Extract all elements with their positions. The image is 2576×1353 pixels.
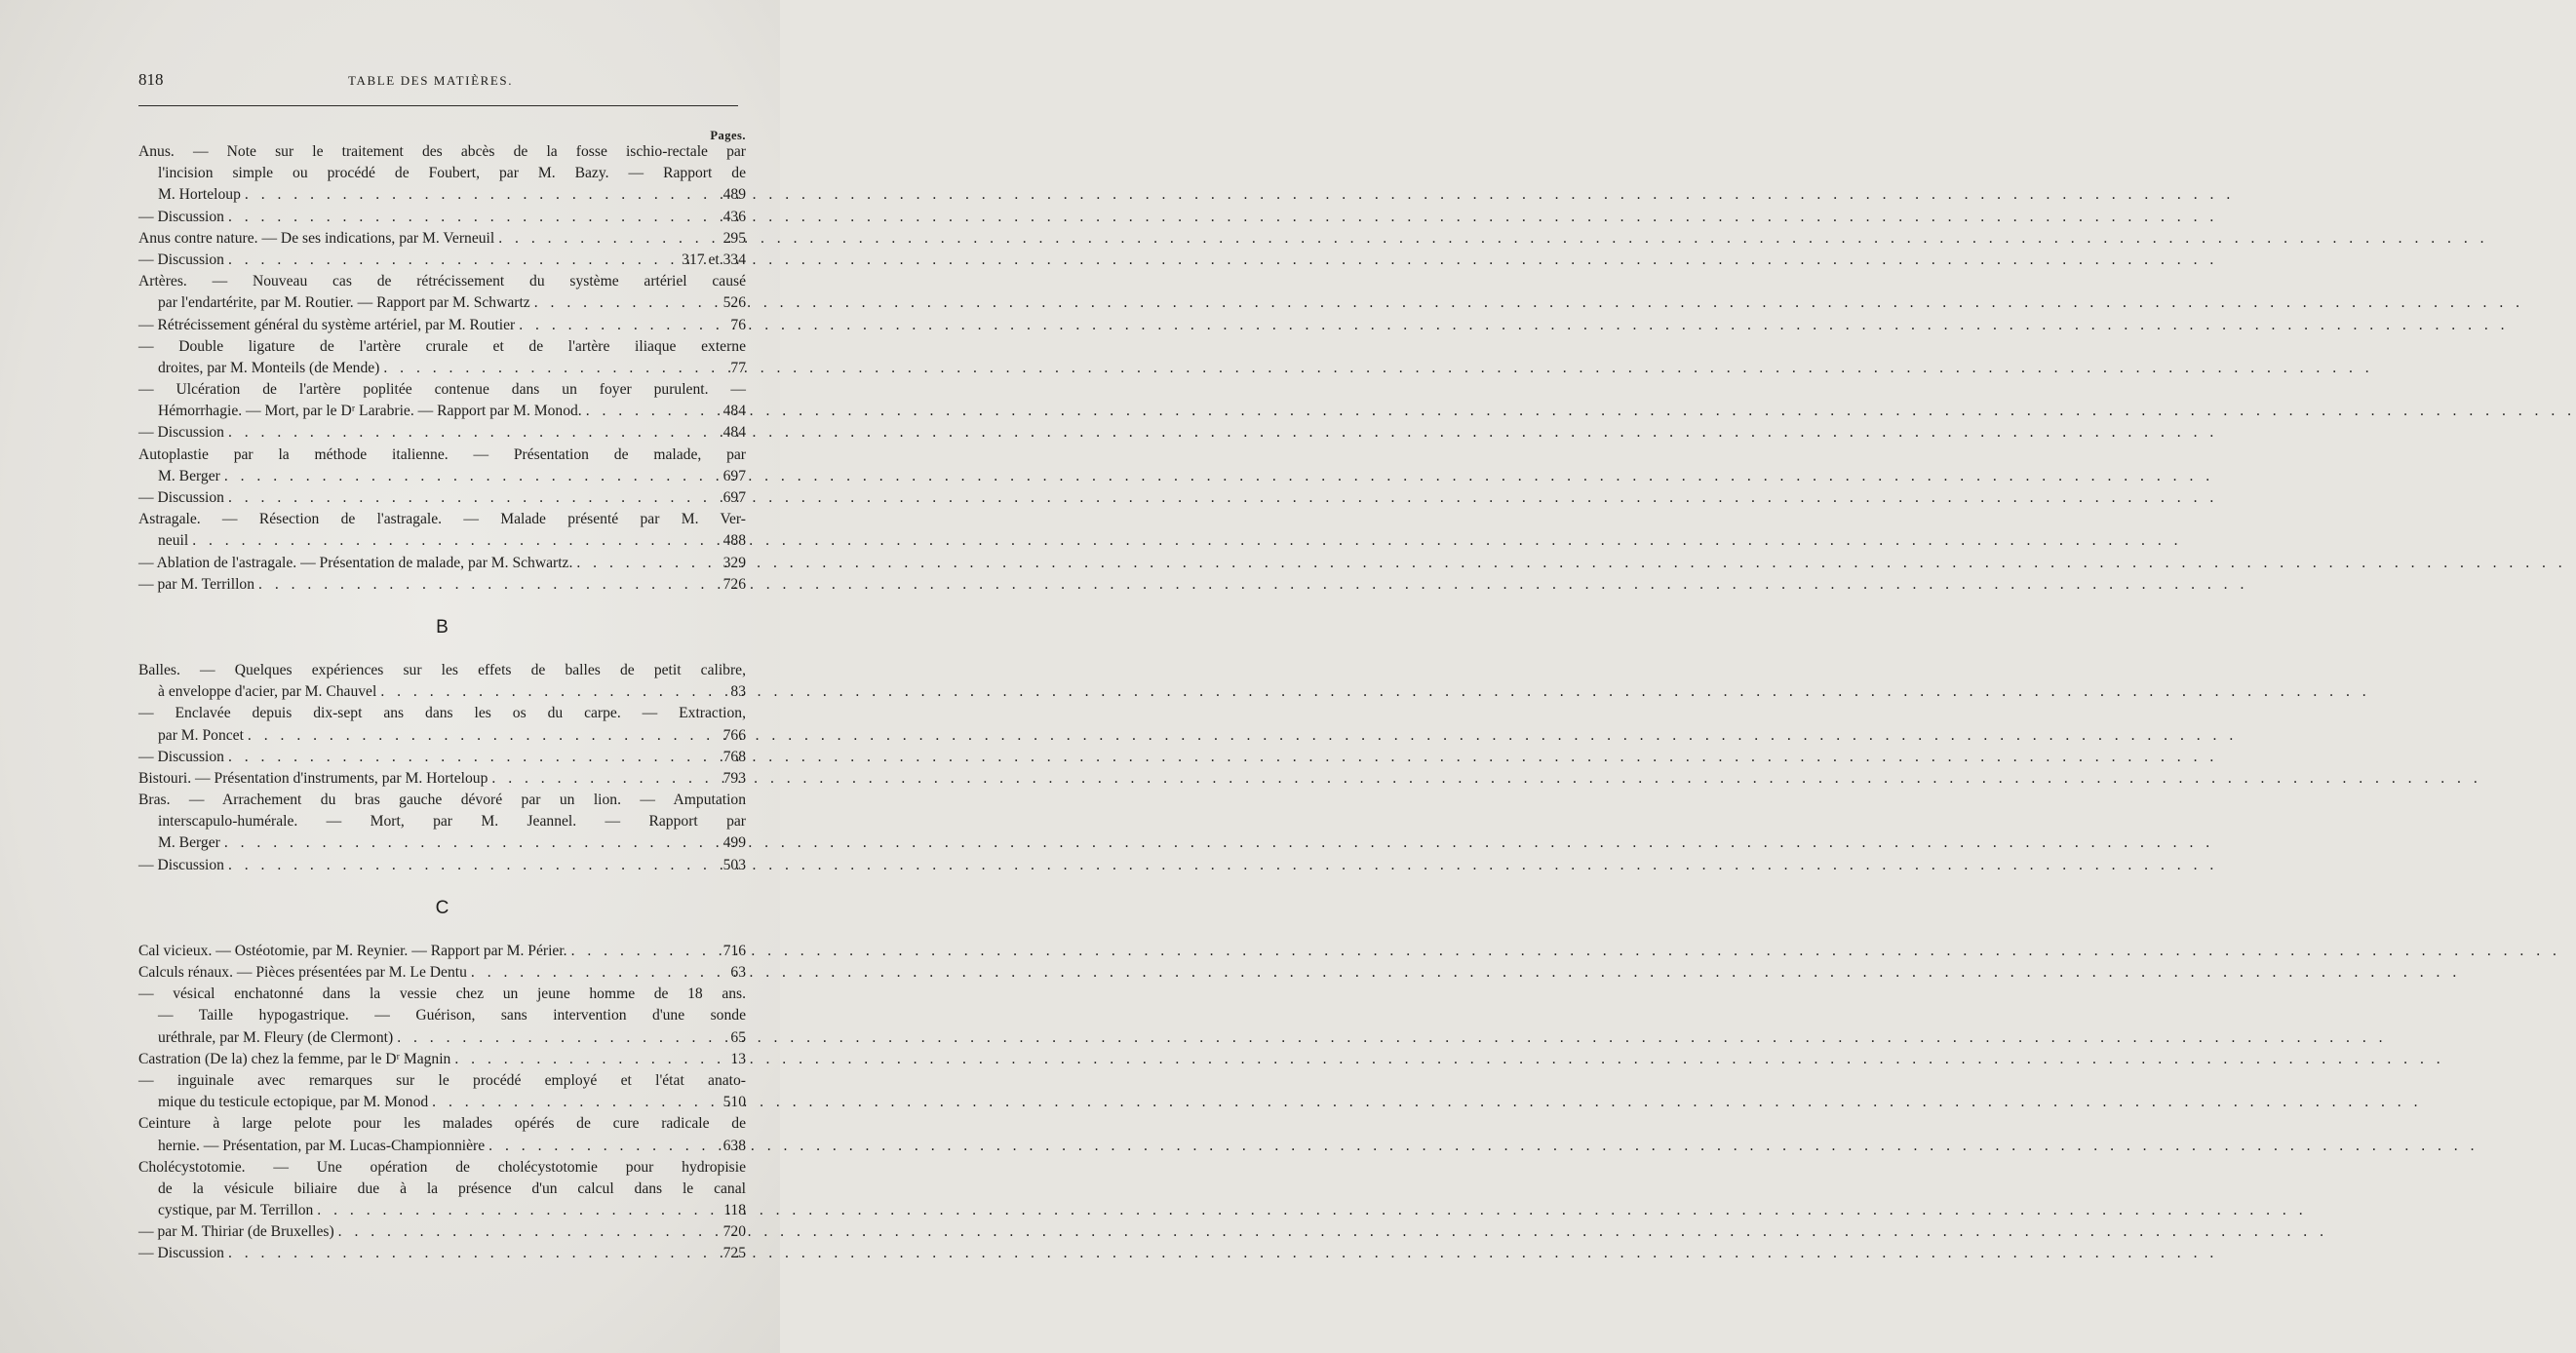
dot-leader — [582, 401, 711, 422]
section-letter: C — [435, 897, 449, 918]
dot-leader — [220, 466, 711, 487]
entry-line — [138, 984, 746, 1005]
dot-leader — [224, 422, 711, 444]
index-entry — [138, 422, 746, 444]
entry-text: — Ablation de l'astragale. — Présentation de malade, par M. Schwartz. — [138, 554, 573, 571]
entry-line — [138, 553, 746, 574]
dot-leader — [224, 747, 711, 768]
page-reference: 766 — [722, 726, 746, 744]
entry-text: Balles. — Quelques expériences sur les effets de balles de petit calibre, — [138, 661, 746, 678]
index-entry — [138, 768, 746, 790]
dot-leader — [254, 574, 711, 596]
entry-text: Bistouri. — Présentation d'instruments, par M. Horteloup — [138, 769, 488, 787]
entry-text: cystique, par M. Terrillon — [158, 1202, 314, 1219]
entry-line — [138, 941, 746, 962]
entry-text: Ceinture à large pelote pour les malades opérés de cure radicale de — [138, 1115, 746, 1133]
page-reference: 317 et 334 — [682, 251, 746, 268]
dot-leader — [220, 832, 711, 854]
index-entry — [138, 1243, 746, 1264]
entry-text: M. Horteloup — [158, 186, 241, 204]
dot-leader — [530, 292, 711, 314]
page-reference: 489 — [722, 186, 746, 204]
entry-line — [138, 530, 746, 552]
entry-text: Astragale. — Résection de l'astragale. — Malade présenté par M. Ver- — [138, 511, 746, 528]
entry-line — [138, 1027, 746, 1049]
entry-text: — Double ligature de l'artère crurale et de l'artère iliaque externe — [138, 337, 746, 355]
page-reference: 768 — [722, 748, 746, 765]
page-reference: 118 — [723, 1202, 746, 1219]
entry-text: — Taille hypogastrique. — Guérison, sans intervention d'une sonde — [158, 1007, 746, 1024]
page-reference: 697 — [722, 467, 746, 484]
page-reference: 83 — [730, 683, 746, 701]
index-entry — [138, 747, 746, 768]
dot-leader — [515, 315, 711, 336]
entry-text: de la vésicule biliaire due à la présence d'un calcul dans le canal — [158, 1179, 746, 1197]
page-reference: 77 — [730, 359, 746, 376]
dot-leader — [450, 1049, 711, 1070]
dot-leader — [379, 358, 711, 379]
entry-line — [138, 1113, 746, 1135]
page-reference: 63 — [730, 964, 746, 981]
page-reference: 436 — [722, 208, 746, 225]
dot-leader — [241, 184, 711, 206]
index-entry — [138, 487, 746, 509]
page-reference: 697 — [722, 489, 746, 506]
entry-line — [138, 1243, 746, 1264]
index-entry — [138, 1157, 746, 1222]
index-entry — [138, 250, 746, 271]
entry-text: hernie. — Présentation, par M. Lucas-Championnière — [158, 1137, 486, 1154]
dot-leader — [393, 1027, 711, 1049]
entry-text: — vésical enchatonné dans la vessie chez un jeune homme de 18 ans. — [138, 986, 746, 1003]
index-entry — [138, 660, 746, 703]
dot-leader — [467, 962, 711, 984]
entry-text: Anus. — Note sur le traitement des abcès de la fosse ischio-rectale par — [138, 143, 746, 160]
page-reference: 295 — [722, 229, 746, 247]
entry-text: Artères. — Nouveau cas de rétrécissement du système artériel causé — [138, 273, 746, 290]
entry-line — [138, 1049, 746, 1070]
entry-text: — Enclavée depuis dix-sept ans dans les os du carpe. — Extraction, — [138, 705, 746, 722]
entry-text: Castration (De la) chez la femme, par le Dʳ Magnin — [138, 1050, 451, 1067]
index-entry — [138, 141, 746, 207]
entry-text: à enveloppe d'acier, par M. Chauvel — [158, 683, 377, 701]
dot-leader — [224, 1243, 711, 1264]
entry-line — [138, 141, 746, 163]
page-reference: 726 — [722, 575, 746, 593]
index-entry — [138, 509, 746, 552]
index-entry — [138, 962, 746, 984]
entry-text: interscapulo-humérale. — Mort, par M. Jeannel. — Rapport par — [158, 813, 746, 831]
entry-line — [138, 574, 746, 596]
header-rule — [138, 105, 738, 106]
entry-text: — inguinale avec remarques sur le procédé employé et l'état anato- — [138, 1071, 746, 1089]
index-entry — [138, 271, 746, 314]
entry-text: — Discussion — [138, 208, 224, 225]
entry-line — [138, 184, 746, 206]
index-entries — [138, 141, 746, 1265]
entry-line — [138, 703, 746, 724]
entry-line — [138, 1200, 746, 1221]
index-entry — [138, 790, 746, 855]
entry-text: — Discussion — [138, 489, 224, 506]
entry-text: neuil — [158, 532, 189, 550]
running-title: TABLE DES MATIÈRES. — [348, 73, 514, 88]
index-entry — [138, 1113, 746, 1156]
entry-line — [138, 725, 746, 747]
index-entry — [138, 553, 746, 574]
entry-line — [138, 315, 746, 336]
entry-line — [138, 1005, 746, 1026]
entry-line — [138, 445, 746, 466]
entry-line — [138, 681, 746, 703]
page-header — [138, 70, 738, 94]
dot-leader — [488, 768, 711, 790]
index-entry — [138, 574, 746, 596]
index-entry — [138, 1070, 746, 1113]
entry-line — [138, 832, 746, 854]
entry-text: Cal vicieux. — Ostéotomie, par M. Reynier. — Rapport par M. Périer. — [138, 942, 567, 959]
entry-text: l'incision simple ou procédé de Foubert, par M. Bazy. — Rapport de — [158, 165, 746, 182]
entry-text: par l'endartérite, par M. Routier. — Rapport par M. Schwartz — [158, 294, 530, 312]
page-reference: 793 — [722, 769, 746, 787]
entry-line — [138, 660, 746, 681]
entry-text: Cholécystotomie. — Une opération de cholécystotomie pour hydropisie — [138, 1158, 746, 1176]
page-reference: 503 — [722, 856, 746, 873]
index-entry — [138, 855, 746, 876]
index-entry — [138, 1049, 746, 1070]
entry-text: — par M. Thiriar (de Bruxelles) — [138, 1223, 334, 1241]
entry-line — [138, 422, 746, 444]
entry-line — [138, 401, 746, 422]
dot-leader — [376, 681, 711, 703]
page-reference: 725 — [722, 1245, 746, 1262]
dot-leader — [428, 1092, 711, 1113]
entry-line — [138, 790, 746, 811]
entry-text: M. Berger — [158, 467, 220, 484]
entry-line — [138, 855, 746, 876]
entry-text: — Discussion — [138, 856, 224, 873]
index-entry — [138, 315, 746, 336]
entry-line — [138, 1136, 746, 1157]
dot-leader — [313, 1200, 711, 1221]
page-reference: 65 — [730, 1028, 746, 1046]
pages-column-label: Pages. — [710, 129, 746, 142]
entry-line — [138, 1221, 746, 1243]
entry-line — [138, 228, 746, 250]
entry-text: — Discussion — [138, 1245, 224, 1262]
index-entry — [138, 984, 746, 1049]
entry-line — [138, 466, 746, 487]
dot-leader — [224, 250, 682, 271]
index-entry — [138, 207, 746, 228]
dot-leader — [494, 228, 711, 250]
entry-text: — Rétrécissement général du système artériel, par M. Routier — [138, 316, 516, 333]
dot-leader — [224, 487, 711, 509]
page-reference: 720 — [722, 1223, 746, 1241]
entry-line — [138, 1179, 746, 1200]
index-entry — [138, 1221, 746, 1243]
index-entry — [138, 445, 746, 487]
dot-leader — [567, 941, 711, 962]
entry-text: — Discussion — [138, 748, 224, 765]
entry-line — [138, 250, 746, 271]
entry-text: — Discussion — [138, 424, 224, 442]
index-entry — [138, 703, 746, 746]
entry-line — [138, 336, 746, 358]
page-reference: 499 — [722, 834, 746, 852]
entry-line — [138, 1070, 746, 1092]
entry-text: — Ulcération de l'artère poplitée contenue dans un foyer purulent. — — [138, 381, 746, 399]
entry-line — [138, 271, 746, 292]
entry-line — [138, 1092, 746, 1113]
entry-text: Bras. — Arrachement du bras gauche dévoré par un lion. — Amputation — [138, 792, 746, 809]
entry-text: uréthrale, par M. Fleury (de Clermont) — [158, 1028, 394, 1046]
entry-line — [138, 207, 746, 228]
entry-line — [138, 509, 746, 530]
page-reference: 510 — [722, 1094, 746, 1111]
page-reference: 329 — [722, 554, 746, 571]
entry-line — [138, 292, 746, 314]
page-reference: 526 — [722, 294, 746, 312]
index-entry — [138, 941, 746, 962]
index-entry — [138, 228, 746, 250]
dot-leader — [224, 207, 711, 228]
entry-line — [138, 1157, 746, 1179]
entry-text: par M. Poncet — [158, 726, 244, 744]
entry-line — [138, 811, 746, 832]
entry-line — [138, 487, 746, 509]
dot-leader — [334, 1221, 711, 1243]
index-entry — [138, 379, 746, 422]
entry-line — [138, 163, 746, 184]
entry-line — [138, 747, 746, 768]
entry-line — [138, 358, 746, 379]
entry-line — [138, 379, 746, 401]
book-page — [0, 0, 780, 1353]
index-entry — [138, 336, 746, 379]
dot-leader — [485, 1136, 711, 1157]
dot-leader — [188, 530, 711, 552]
page-reference: 13 — [730, 1050, 746, 1067]
entry-text: Calculs rénaux. — Pièces présentées par M. Le Dentu — [138, 964, 467, 981]
entry-text: Hémorrhagie. — Mort, par le Dʳ Larabrie. — Rapport par M. Monod. — [158, 403, 582, 420]
entry-text: Autoplastie par la méthode italienne. — Présentation de malade, par — [138, 445, 746, 463]
entry-text: — Discussion — [138, 251, 224, 268]
dot-leader — [224, 855, 711, 876]
page-reference: 488 — [722, 532, 746, 550]
page-reference: 638 — [722, 1137, 746, 1154]
entry-text: M. Berger — [158, 834, 220, 852]
entry-text: mique du testicule ectopique, par M. Monod — [158, 1094, 429, 1111]
entry-line — [138, 962, 746, 984]
page-reference: 484 — [722, 424, 746, 442]
entry-text: — par M. Terrillon — [138, 575, 255, 593]
entry-line — [138, 768, 746, 790]
dot-leader — [572, 553, 711, 574]
dot-leader — [244, 725, 711, 747]
entry-text: droites, par M. Monteils (de Mende) — [158, 359, 380, 376]
section-letter: B — [436, 616, 449, 638]
page-reference: 716 — [722, 942, 746, 959]
entry-text: Anus contre nature. — De ses indications, par M. Verneuil — [138, 229, 495, 247]
page-reference: 484 — [722, 403, 746, 420]
page-reference: 76 — [730, 316, 746, 333]
page-number: 818 — [138, 70, 164, 89]
